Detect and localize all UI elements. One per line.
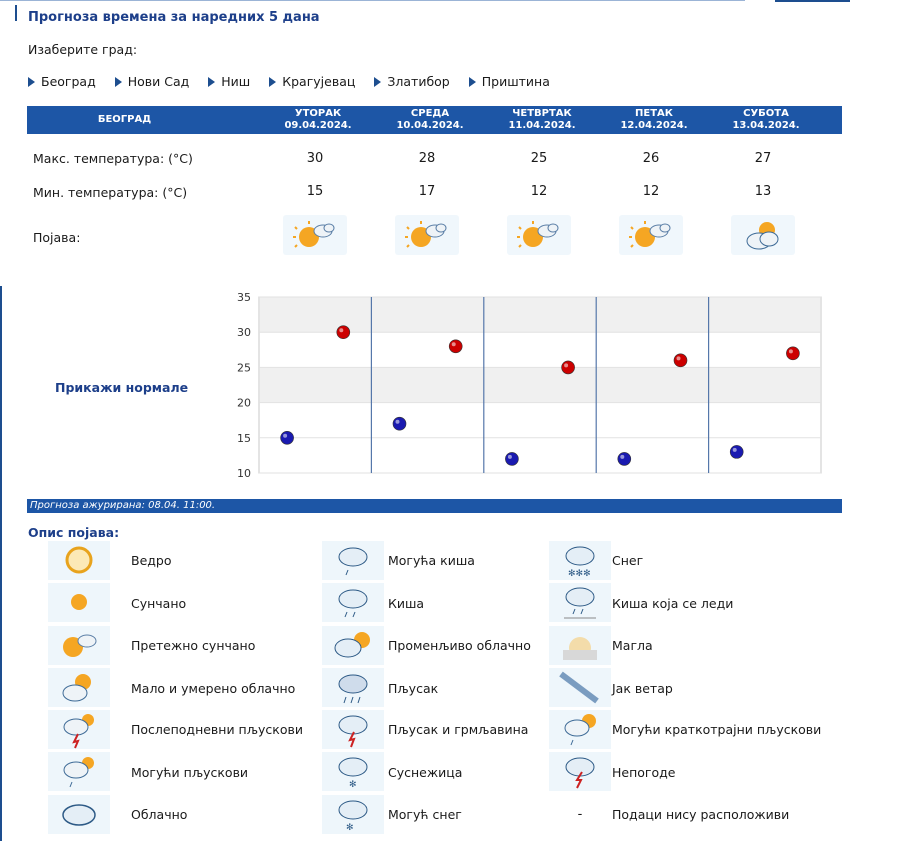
legend-label: Мало и умерено облачно xyxy=(131,681,296,696)
header-day xyxy=(710,106,822,134)
city-link-nis[interactable] xyxy=(208,74,250,89)
partly-sunny-icon xyxy=(48,626,110,665)
max-temp-point xyxy=(337,326,350,339)
max-temp-point xyxy=(449,340,462,353)
triangle-right-icon xyxy=(469,77,476,87)
svg-text:✻: ✻ xyxy=(349,780,357,790)
possible-snow-icon xyxy=(322,795,384,834)
max-temp-value: 26 xyxy=(642,151,660,166)
cloud-icon xyxy=(48,795,110,834)
y-tick-label: 25 xyxy=(237,361,251,375)
min-temp-point xyxy=(730,445,743,458)
triangle-right-icon xyxy=(208,77,215,87)
city-link-label: Београд xyxy=(41,74,96,89)
legend-label: Сунчано xyxy=(131,596,187,611)
header-day xyxy=(598,106,710,134)
point-highlight xyxy=(283,434,287,438)
point-highlight xyxy=(396,420,400,424)
frame-border-top-right xyxy=(775,0,850,2)
point-highlight xyxy=(508,455,512,459)
day-date: 11.04.2024. xyxy=(508,120,576,131)
header-city-label: БЕОГРАД xyxy=(97,114,152,125)
legend-label: Могући пљускови xyxy=(131,765,249,780)
partly-sunny-icon xyxy=(395,215,459,255)
legend-label: Јак ветар xyxy=(612,681,673,696)
show-normals-link[interactable]: Прикажи нормале xyxy=(55,380,189,395)
point-highlight xyxy=(564,363,568,367)
city-link-pristina[interactable] xyxy=(469,74,550,89)
point-highlight xyxy=(789,349,793,353)
day-date: 10.04.2024. xyxy=(396,120,464,131)
y-tick-label: 10 xyxy=(237,467,251,480)
legend-label: Пљусак xyxy=(388,681,439,696)
frame-border-top xyxy=(0,0,745,1)
city-link-label: Нови Сад xyxy=(127,74,190,89)
svg-text:✻: ✻ xyxy=(346,823,354,833)
forecast-table-header xyxy=(27,106,842,134)
legend-label: Могућа киша xyxy=(388,553,475,568)
updated-bar xyxy=(27,499,842,513)
city-link-label: Златибор xyxy=(387,74,450,89)
y-tick-label: 35 xyxy=(237,291,251,304)
city-link-label: Крагујевац xyxy=(282,74,356,89)
freezing-rain-icon xyxy=(549,583,611,622)
city-link-label: Ниш xyxy=(221,74,251,89)
legend-label: Послеподневни пљускови xyxy=(131,722,303,737)
day-name: УТОРАК xyxy=(294,108,342,119)
legend-label: Могући краткотрајни пљускови xyxy=(612,722,822,737)
day-date: 13.04.2024. xyxy=(732,120,800,131)
page-title: Прогноза времена за наредних 5 дана xyxy=(28,10,320,25)
max-temp-value: 25 xyxy=(530,151,548,166)
legend-label: Подаци нису расположиви xyxy=(612,807,790,822)
min-temp-value: 15 xyxy=(306,184,324,199)
max-temp-label: Макс. температура: (°C) xyxy=(33,151,193,166)
triangle-right-icon xyxy=(269,77,276,87)
point-highlight xyxy=(733,448,737,452)
triangle-right-icon xyxy=(374,77,381,87)
header-day xyxy=(486,106,598,134)
day-name: ЧЕТВРТАК xyxy=(512,108,572,119)
legend-label: Променљиво облачно xyxy=(388,638,531,653)
point-highlight xyxy=(620,455,624,459)
day-name: СУБОТА xyxy=(743,108,789,119)
max-temp-value: 27 xyxy=(754,151,772,166)
city-link-beograd[interactable] xyxy=(28,74,96,89)
triangle-right-icon xyxy=(115,77,122,87)
legend-label: Киша која се леди xyxy=(612,596,734,611)
legend-label: Магла xyxy=(612,638,653,653)
y-tick-label: 30 xyxy=(237,326,251,340)
legend-label: Киша xyxy=(388,596,425,611)
city-nav xyxy=(28,74,569,89)
fog-icon xyxy=(549,626,611,665)
brief-showers-icon xyxy=(549,710,611,749)
day-date: 12.04.2024. xyxy=(620,120,688,131)
point-highlight xyxy=(452,342,456,346)
point-highlight xyxy=(677,356,681,360)
min-temp-label: Мин. температура: (°C) xyxy=(33,185,188,200)
city-link-kragujevac[interactable] xyxy=(269,74,355,89)
day-date: 09.04.2024. xyxy=(284,120,352,131)
min-temp-value: 17 xyxy=(418,184,436,199)
frame-border-left-top xyxy=(15,5,17,21)
legend-label: Могућ снег xyxy=(388,807,462,822)
city-link-novi-sad[interactable] xyxy=(115,74,190,89)
updated-text: Прогноза ажурирана: 08.04. 11:00. xyxy=(30,500,216,511)
legend-label: Снег xyxy=(612,553,644,568)
legend-label: Суснежица xyxy=(388,765,463,780)
legend-title: Опис појава: xyxy=(28,525,120,540)
min-temp-point xyxy=(281,431,294,444)
max-temp-value: 28 xyxy=(418,151,436,166)
min-temp-point xyxy=(618,452,631,465)
header-day xyxy=(262,106,374,134)
min-temp-point xyxy=(505,452,518,465)
temperature-chart xyxy=(230,290,830,490)
no-data-icon: - xyxy=(577,807,583,822)
min-temp-point xyxy=(393,417,406,430)
partly-cloudy-icon xyxy=(731,215,795,255)
day-name: СРЕДА xyxy=(410,108,450,119)
snow-icon xyxy=(549,541,611,580)
legend-label: Пљусак и грмљавина xyxy=(388,722,529,737)
sun-icon xyxy=(48,541,110,580)
max-temp-point xyxy=(562,361,575,374)
y-tick-label: 15 xyxy=(237,431,251,445)
header-day xyxy=(374,106,486,134)
city-link-label: Приштина xyxy=(481,74,550,89)
day-name: ПЕТАК xyxy=(635,108,673,119)
partly-sunny-icon xyxy=(283,215,347,255)
min-temp-value: 13 xyxy=(754,184,772,199)
possible-showers-icon xyxy=(48,752,110,791)
legend-label: Ведро xyxy=(131,553,172,568)
max-temp-point xyxy=(674,354,687,367)
thunderstorm-icon xyxy=(322,710,384,749)
rain-icon xyxy=(322,583,384,622)
min-temp-value: 12 xyxy=(530,184,548,199)
city-link-zlatibor[interactable] xyxy=(374,74,449,89)
possible-rain-icon xyxy=(322,541,384,580)
legend-label: Непогоде xyxy=(612,765,676,780)
city-select-label: Изаберите град: xyxy=(28,42,138,57)
small-sun-icon xyxy=(48,583,110,622)
legend-label: Претежно сунчано xyxy=(131,638,256,653)
strong-wind-icon xyxy=(549,668,611,707)
chart-band xyxy=(260,367,820,402)
partly-sunny-icon xyxy=(507,215,571,255)
svg-text:✻✻✻: ✻✻✻ xyxy=(568,569,591,579)
max-temp-value: 30 xyxy=(306,151,324,166)
min-temp-value: 12 xyxy=(642,184,660,199)
phenomenon-label: Појава: xyxy=(33,230,81,245)
partly-cloudy-icon xyxy=(48,668,110,707)
sleet-icon xyxy=(322,752,384,791)
triangle-right-icon xyxy=(28,77,35,87)
point-highlight xyxy=(339,328,343,332)
storm-icon xyxy=(549,752,611,791)
max-temp-point xyxy=(786,347,799,360)
legend-label: Облачно xyxy=(131,807,188,822)
variable-cloudy-icon xyxy=(322,626,384,665)
partly-sunny-icon xyxy=(619,215,683,255)
shower-icon xyxy=(322,668,384,707)
y-tick-label: 20 xyxy=(237,396,251,410)
afternoon-showers-icon xyxy=(48,710,110,749)
header-city xyxy=(27,106,222,134)
frame-border-left xyxy=(0,286,2,841)
